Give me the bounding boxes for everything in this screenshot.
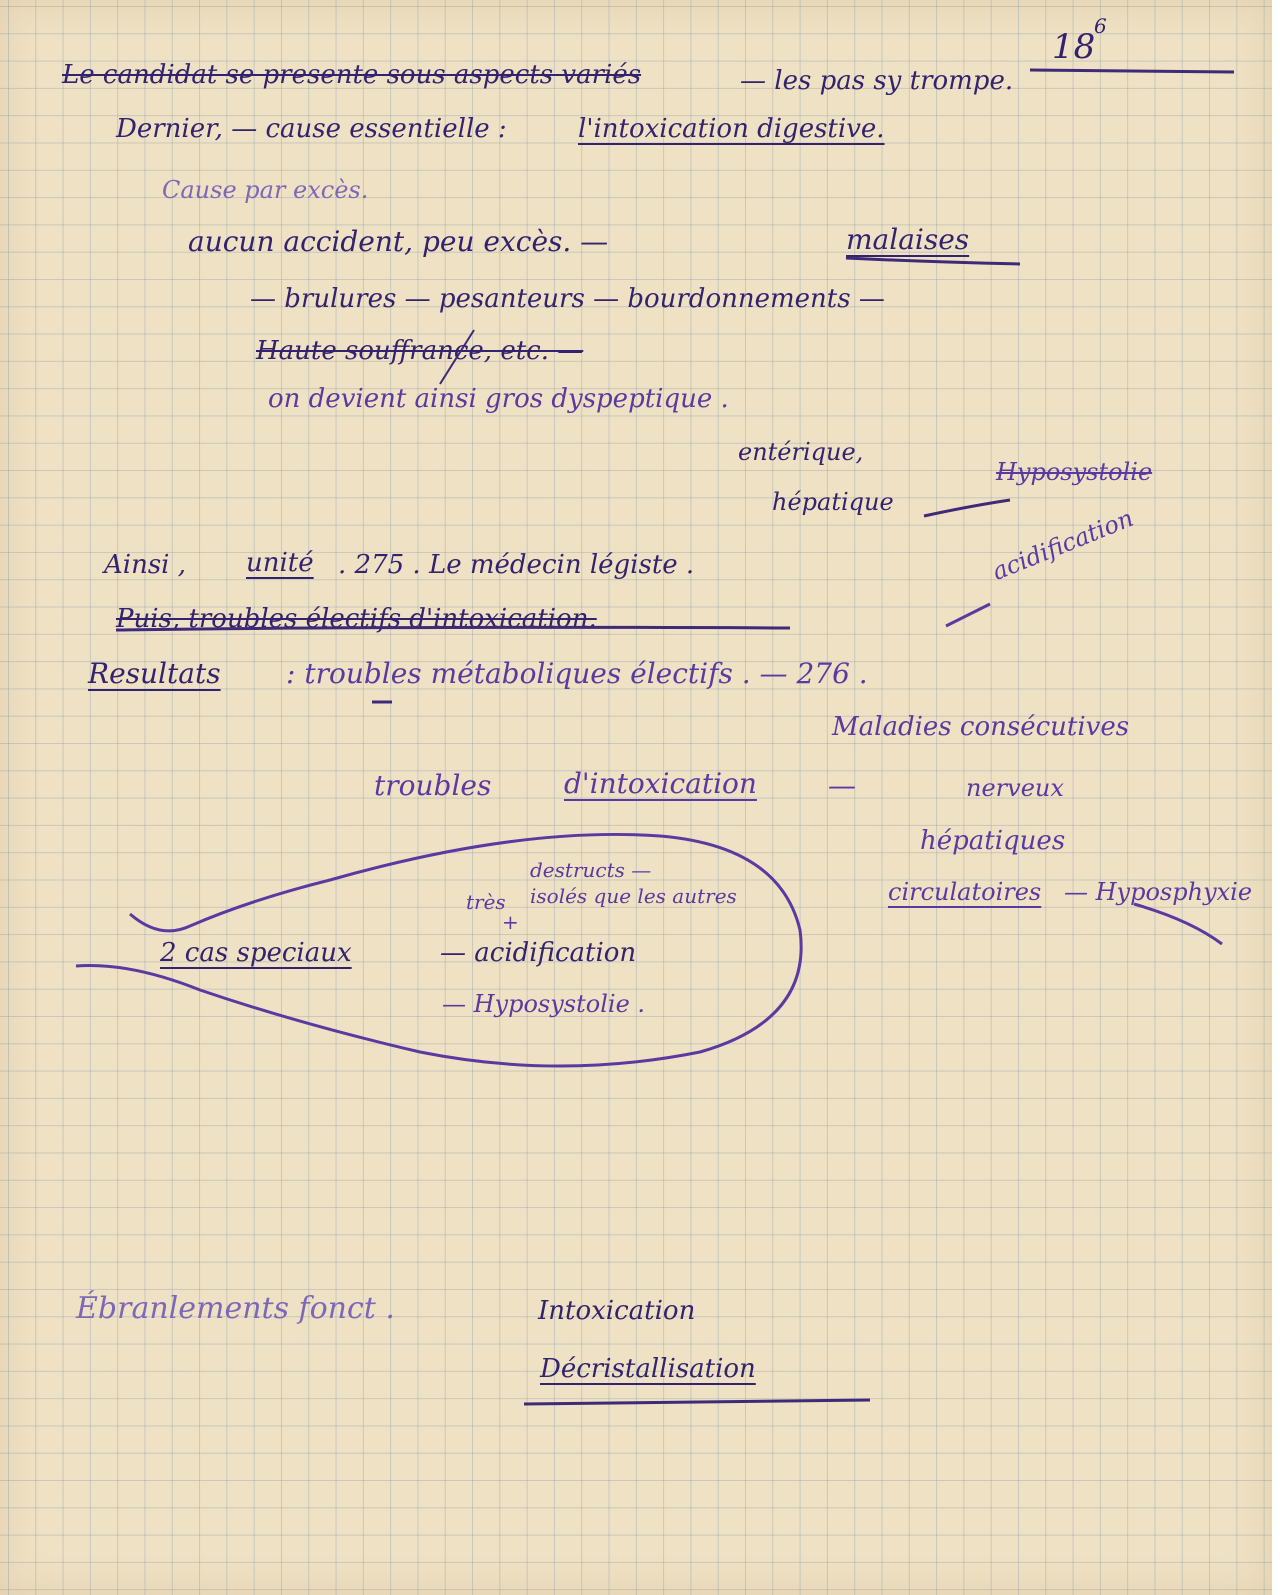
circled-item-2: — Hyposystolie .: [442, 990, 646, 1018]
line-8: entérique,: [738, 438, 864, 466]
line-14-underlined: d'intoxication: [564, 767, 757, 800]
decristallisation-underline: [524, 1400, 870, 1404]
hepatique-dash: [924, 500, 1010, 516]
line-16: hépatiques: [920, 826, 1066, 856]
circled-sup-2: isolés que les autres: [530, 884, 737, 908]
line-13: Maladies consécutives: [832, 712, 1130, 742]
line-12: : troubles métaboliques électifs . — 276 .: [286, 657, 868, 690]
line-17-underlined: circulatoires: [888, 878, 1042, 906]
line-9-struck: Hyposystolie: [996, 458, 1153, 486]
line-19: Ébranlements fonct .: [76, 1291, 395, 1326]
acidification-dash: [946, 604, 990, 626]
line-10: Ainsi ,: [104, 550, 187, 580]
line-4-underlined: malaises: [846, 223, 970, 256]
line-11-struck: Puis, troubles électifs d'intoxication.: [116, 604, 597, 634]
circled-title: 2 cas speciaux: [160, 938, 352, 968]
circled-sup-1: destructs —: [530, 858, 652, 882]
line-3: Cause par excès.: [162, 176, 369, 204]
line-6-struck: Haute souffrance, etc. —: [256, 336, 584, 366]
line-10-rest: . 275 . Le médecin légiste .: [338, 550, 695, 580]
line-1-rest: — les pas sy trompe.: [740, 66, 1014, 96]
line-14-dash: —: [828, 769, 856, 802]
line-21: Décristallisation: [540, 1354, 756, 1384]
folio-number: 18: [1052, 27, 1096, 67]
line-11-margin-note: acidification: [988, 503, 1138, 586]
folio-underline: [1030, 70, 1234, 72]
line-2: Dernier, — cause essentielle :: [116, 114, 507, 144]
line-5: — brulures — pesanteurs — bourdonnements —: [250, 284, 885, 314]
line-7: on devient ainsi gros dyspeptique .: [268, 384, 729, 414]
circled-sup-3: très: [466, 890, 506, 914]
line-15: nerveux: [966, 774, 1064, 802]
malaises-underline: [846, 258, 1020, 264]
line-14: troubles: [374, 769, 492, 802]
line-9: hépatique: [772, 488, 894, 516]
line-4: aucun accident, peu excès. —: [188, 225, 609, 258]
circled-plus: +: [502, 910, 519, 934]
folio-superscript: 6: [1094, 14, 1107, 38]
line-1-struck: Le candidat se presente sous aspects variés: [62, 60, 642, 90]
line-20: Intoxication: [538, 1296, 696, 1326]
line-17-rest: — Hyposphyxie: [1064, 878, 1253, 906]
hyposphyxie-underline: [1134, 904, 1222, 944]
line-2-underlined: l'intoxication digestive.: [578, 114, 885, 144]
circled-item-1: — acidification: [440, 938, 637, 968]
results-label: Resultats: [88, 657, 221, 690]
line-10-underlined: unité: [246, 548, 314, 578]
